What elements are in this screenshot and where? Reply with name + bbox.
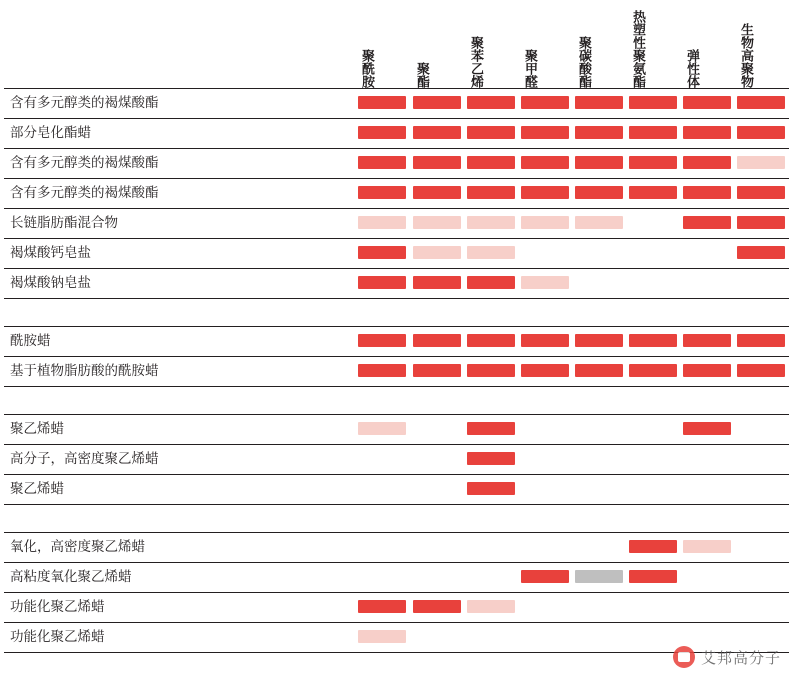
row-label: 含有多元醇类的褐煤酸酯 bbox=[10, 185, 159, 200]
matrix-cell bbox=[467, 96, 515, 109]
column-header-row bbox=[0, 0, 789, 88]
matrix-cell bbox=[358, 126, 406, 139]
matrix-cell bbox=[358, 246, 406, 259]
row-label: 高分子，高密度聚乙烯蜡 bbox=[10, 451, 159, 466]
row-divider bbox=[4, 444, 789, 445]
matrix-cell bbox=[413, 186, 461, 199]
matrix-cell bbox=[521, 364, 569, 377]
matrix-cell bbox=[521, 216, 569, 229]
matrix-cell bbox=[358, 364, 406, 377]
matrix-cell bbox=[737, 186, 785, 199]
matrix-cell bbox=[629, 126, 677, 139]
column-header: 聚酯 bbox=[415, 62, 430, 88]
row-divider bbox=[4, 356, 789, 357]
matrix-cell bbox=[737, 156, 785, 169]
matrix-cell bbox=[358, 422, 406, 435]
matrix-row bbox=[0, 88, 789, 118]
matrix-cell bbox=[413, 126, 461, 139]
circle-logo-icon bbox=[673, 646, 695, 668]
matrix-cell bbox=[413, 364, 461, 377]
row-divider bbox=[4, 148, 789, 149]
matrix-cell bbox=[575, 126, 623, 139]
watermark bbox=[673, 646, 781, 668]
matrix-cell bbox=[521, 156, 569, 169]
row-label: 酰胺蜡 bbox=[10, 333, 51, 348]
matrix-cell bbox=[737, 246, 785, 259]
row-label: 褐煤酸钙皂盐 bbox=[10, 245, 91, 260]
matrix-cell bbox=[629, 570, 677, 583]
row-label: 褐煤酸钠皂盐 bbox=[10, 275, 91, 290]
column-header: 聚甲醛 bbox=[523, 49, 538, 88]
matrix-row bbox=[0, 562, 789, 592]
matrix-row bbox=[0, 326, 789, 356]
row-label: 基于植物脂肪酸的酰胺蜡 bbox=[10, 363, 159, 378]
row-label: 聚乙烯蜡 bbox=[10, 421, 64, 436]
matrix-cell bbox=[358, 156, 406, 169]
matrix-cell bbox=[575, 570, 623, 583]
matrix-row bbox=[0, 356, 789, 386]
column-header: 聚苯乙烯 bbox=[469, 36, 484, 88]
matrix-cell bbox=[737, 216, 785, 229]
matrix-cell bbox=[467, 186, 515, 199]
matrix-cell bbox=[467, 452, 515, 465]
matrix-cell bbox=[575, 364, 623, 377]
matrix-cell bbox=[575, 156, 623, 169]
matrix-cell bbox=[413, 276, 461, 289]
matrix-cell bbox=[629, 156, 677, 169]
matrix-cell bbox=[358, 96, 406, 109]
matrix-cell bbox=[413, 96, 461, 109]
row-divider bbox=[4, 118, 789, 119]
row-label: 长链脂肪酯混合物 bbox=[10, 215, 118, 230]
matrix-cell bbox=[575, 216, 623, 229]
matrix-cell bbox=[521, 570, 569, 583]
column-header: 聚碳酸酯 bbox=[577, 36, 592, 88]
row-divider bbox=[4, 414, 789, 415]
row-label: 高粘度氧化聚乙烯蜡 bbox=[10, 569, 132, 584]
matrix-cell bbox=[467, 216, 515, 229]
matrix-row bbox=[0, 592, 789, 622]
row-divider bbox=[4, 562, 789, 563]
matrix-cell bbox=[358, 600, 406, 613]
matrix-cell bbox=[467, 276, 515, 289]
row-divider bbox=[4, 592, 789, 593]
matrix-row bbox=[0, 268, 789, 298]
matrix-cell bbox=[521, 186, 569, 199]
row-divider bbox=[4, 326, 789, 327]
matrix-cell bbox=[521, 276, 569, 289]
matrix-row bbox=[0, 148, 789, 178]
matrix-cell bbox=[737, 96, 785, 109]
matrix-cell bbox=[575, 96, 623, 109]
matrix-cell bbox=[629, 96, 677, 109]
matrix-cell bbox=[413, 334, 461, 347]
row-label: 含有多元醇类的褐煤酸酯 bbox=[10, 155, 159, 170]
matrix-cell bbox=[629, 186, 677, 199]
matrix-cell bbox=[683, 364, 731, 377]
row-divider bbox=[4, 298, 789, 299]
column-header: 生物高聚物 bbox=[739, 23, 754, 88]
column-header: 弹性体 bbox=[685, 49, 700, 88]
row-divider bbox=[4, 386, 789, 387]
matrix-cell bbox=[737, 334, 785, 347]
matrix-cell bbox=[683, 126, 731, 139]
matrix-cell bbox=[575, 186, 623, 199]
matrix-row bbox=[0, 622, 789, 652]
row-divider bbox=[4, 88, 789, 89]
matrix-cell bbox=[521, 96, 569, 109]
matrix-spacer-row bbox=[0, 298, 789, 328]
matrix-row bbox=[0, 444, 789, 474]
matrix-cell bbox=[467, 126, 515, 139]
matrix-row bbox=[0, 414, 789, 444]
matrix-cell bbox=[413, 246, 461, 259]
matrix-row bbox=[0, 118, 789, 148]
matrix-cell bbox=[683, 216, 731, 229]
row-divider bbox=[4, 622, 789, 623]
matrix-cell bbox=[629, 334, 677, 347]
matrix-row bbox=[0, 474, 789, 504]
matrix-cell bbox=[413, 216, 461, 229]
matrix-cell bbox=[467, 334, 515, 347]
matrix-cell bbox=[683, 96, 731, 109]
matrix-cell bbox=[629, 540, 677, 553]
matrix-row bbox=[0, 178, 789, 208]
matrix-cell bbox=[467, 156, 515, 169]
watermark-label: 艾邦高分子 bbox=[700, 650, 781, 667]
matrix-cell bbox=[467, 600, 515, 613]
row-label: 氧化，高密度聚乙烯蜡 bbox=[10, 539, 145, 554]
row-divider bbox=[4, 532, 789, 533]
matrix-cell bbox=[413, 600, 461, 613]
matrix-cell bbox=[358, 334, 406, 347]
matrix-row bbox=[0, 238, 789, 268]
matrix-cell bbox=[358, 186, 406, 199]
row-divider bbox=[4, 178, 789, 179]
column-header: 聚酰胺 bbox=[360, 49, 375, 88]
matrix-cell bbox=[358, 630, 406, 643]
column-header: 热塑性聚氨酯 bbox=[631, 10, 646, 88]
matrix-spacer-row bbox=[0, 504, 789, 534]
matrix-row bbox=[0, 532, 789, 562]
matrix-cell bbox=[358, 276, 406, 289]
row-divider bbox=[4, 652, 789, 653]
matrix-cell bbox=[683, 540, 731, 553]
matrix-cell bbox=[683, 156, 731, 169]
row-label: 功能化聚乙烯蜡 bbox=[10, 629, 105, 644]
matrix-cell bbox=[683, 186, 731, 199]
matrix-cell bbox=[737, 364, 785, 377]
row-divider bbox=[4, 474, 789, 475]
row-label: 部分皂化酯蜡 bbox=[10, 125, 91, 140]
matrix-cell bbox=[521, 334, 569, 347]
matrix-cell bbox=[629, 364, 677, 377]
matrix-cell bbox=[683, 422, 731, 435]
row-divider bbox=[4, 238, 789, 239]
matrix-cell bbox=[467, 364, 515, 377]
matrix-cell bbox=[467, 246, 515, 259]
row-divider bbox=[4, 504, 789, 505]
matrix-cell bbox=[683, 334, 731, 347]
row-divider bbox=[4, 268, 789, 269]
row-label: 含有多元醇类的褐煤酸酯 bbox=[10, 95, 159, 110]
matrix-cell bbox=[575, 334, 623, 347]
matrix-cell bbox=[521, 126, 569, 139]
matrix-cell bbox=[467, 482, 515, 495]
matrix-cell bbox=[413, 156, 461, 169]
row-divider bbox=[4, 208, 789, 209]
matrix-cell bbox=[358, 216, 406, 229]
matrix-row bbox=[0, 208, 789, 238]
row-label: 聚乙烯蜡 bbox=[10, 481, 64, 496]
row-label: 功能化聚乙烯蜡 bbox=[10, 599, 105, 614]
matrix-cell bbox=[467, 422, 515, 435]
matrix-spacer-row bbox=[0, 386, 789, 416]
matrix-cell bbox=[737, 126, 785, 139]
